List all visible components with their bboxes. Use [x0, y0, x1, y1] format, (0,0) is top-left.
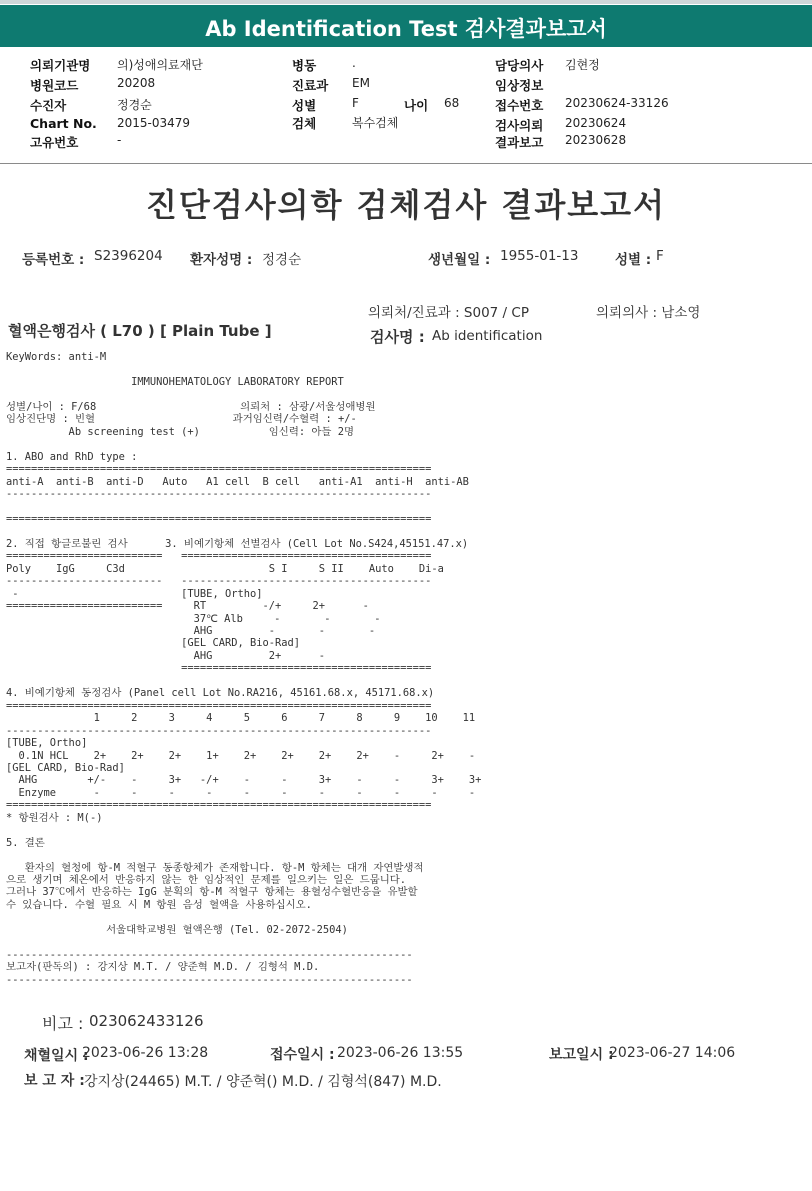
- note-label: 비고 :: [42, 1014, 84, 1033]
- header-value: 의)성애의료재단: [117, 58, 203, 72]
- report-line: [6, 911, 481, 923]
- section-title: 혈액은행검사 ( L70 ) [ Plain Tube ]: [8, 322, 272, 340]
- report-line: ====================================================================: [6, 799, 432, 812]
- report-line: [GEL CARD, Bio-Rad]: [6, 637, 301, 650]
- report-line: 0.1N HCL 2+ 2+ 2+ 1+ 2+ 2+ 2+ 2+ - 2+ -: [6, 749, 476, 762]
- dob-label: 생년월일 :: [428, 252, 491, 268]
- report-line: AHG - - -: [6, 624, 376, 637]
- header-value: .: [352, 56, 356, 70]
- report-line: [6, 363, 481, 375]
- report-line: [6, 525, 481, 537]
- report-line: KeyWords: anti-M: [6, 351, 107, 363]
- header-label: 접수번호: [495, 98, 544, 113]
- report-line: --------------------------------------------------------------------: [6, 487, 432, 500]
- report-line: 으로 생기며 체온에서 반응하지 않는 한 임상적인 문제를 일으키는 일은 드뭅니다.: [6, 874, 407, 887]
- collect-value: 2023-06-26 13:28: [82, 1045, 209, 1061]
- report-line: 37℃ Alb - - -: [6, 612, 381, 625]
- report-line: 수 있습니다. 수혈 필요 시 M 항원 음성 혈액을 사용하십시오.: [6, 898, 312, 911]
- doctor-text: 의뢰의사 : 남소영: [596, 305, 701, 321]
- reg-value: S2396204: [94, 248, 163, 264]
- report-line: [6, 936, 481, 948]
- sex-value: F: [656, 248, 664, 264]
- report-line: Poly IgG C3d S I S II Auto Di-a: [6, 562, 444, 575]
- report-line: 서울대학교병원 혈액은행 (Tel. 02-2072-2504): [6, 923, 348, 936]
- header-label: 결과보고: [495, 135, 544, 150]
- report-line: 4. 비예기항체 동정검사 (Panel cell Lot No.RA216, 45161.68.x, 45171.68.x): [6, 687, 435, 700]
- report-line: [6, 824, 481, 836]
- header-value: 20230624: [565, 116, 627, 130]
- report-line: [TUBE, Ortho]: [6, 737, 88, 750]
- report-line: * 항원검사 : M(-): [6, 811, 103, 824]
- header-label: 나이: [404, 98, 429, 113]
- header-value: 정경순: [117, 98, 152, 112]
- header-value: 20230624-33126: [565, 96, 669, 110]
- report-line: AHG 2+ -: [6, 649, 326, 662]
- dob-value: 1955-01-13: [500, 248, 579, 264]
- report-line: 보고자(판독의) : 강지상 M.T. / 양준혁 M.D. / 김형석 M.D.: [6, 961, 320, 974]
- lab-report-block: [6, 351, 481, 986]
- report-line: 2. 직접 항글로불린 검사 3. 비예기항체 선별검사 (Cell Lot No.S424,45151.47.x): [6, 537, 469, 550]
- test-label: 검사명 :: [370, 328, 425, 346]
- header-value: 68: [444, 96, 460, 110]
- sex-label: 성별 :: [615, 252, 652, 268]
- note-value: 023062433126: [89, 1012, 204, 1030]
- report-line: 1 2 3 4 5 6 7 8 9 10 11: [6, 712, 476, 725]
- report-line: Enzyme - - - - - - - - - - -: [6, 786, 476, 799]
- header-label: 담당의사: [495, 58, 544, 73]
- header-title: Ab Identification Test 검사결과보고서: [205, 17, 607, 41]
- header-label: 의뢰기관명: [30, 58, 91, 73]
- dept-text: 의뢰처/진료과 : S007 / CP: [368, 305, 529, 321]
- report-line: [6, 388, 481, 400]
- top-divider: [0, 0, 812, 4]
- header-label: 임상정보: [495, 78, 544, 93]
- report-line: 환자의 혈청에 항-M 적혈구 동종항체가 존재합니다. 항-M 항체는 대개 자연발생적: [6, 861, 424, 874]
- report-line: IMMUNOHEMATOLOGY LABORATORY REPORT: [6, 375, 344, 388]
- report-label: 보고일시 :: [549, 1047, 614, 1063]
- header-divider: [0, 163, 812, 164]
- report-line: ------------------------- ----------------------------------------: [6, 575, 432, 588]
- header-label: 성별: [292, 98, 317, 113]
- report-line: [6, 438, 481, 450]
- report-line: 임상진단명 : 빈혈 과거임신력/수혈력 : +/-: [6, 413, 357, 426]
- report-title: 진단검사의학 검체검사 결과보고서: [146, 186, 666, 224]
- report-line: -----------------------------------------------------------------: [6, 948, 413, 961]
- header-label: 검체: [292, 116, 317, 131]
- header-title-bar: [0, 5, 812, 47]
- header-value: 복수검체: [352, 116, 399, 130]
- report-line: 5. 결론: [6, 836, 45, 849]
- name-label: 환자성명 :: [190, 252, 253, 268]
- header-label: Chart No.: [30, 116, 97, 131]
- report-line: --------------------------------------------------------------------: [6, 724, 432, 737]
- report-line: ====================================================================: [6, 463, 432, 476]
- header-label: 진료과: [292, 78, 329, 93]
- collect-label: 채혈일시 :: [24, 1048, 89, 1064]
- report-line: Ab screening test (+) 임신력: 아들 2명: [6, 425, 354, 438]
- name-value: 정경순: [262, 252, 302, 268]
- report-line: ========================================: [6, 662, 432, 675]
- header-label: 병원코드: [30, 78, 79, 93]
- receive-value: 2023-06-26 13:55: [337, 1045, 464, 1061]
- header-label: 검사의뢰: [495, 118, 544, 133]
- header-value: 20230628: [565, 133, 627, 147]
- header-value: 김현정: [565, 58, 600, 72]
- report-line: -----------------------------------------------------------------: [6, 973, 413, 986]
- report-line: AHG +/- - 3+ -/+ - - 3+ - - 3+ 3+: [6, 774, 482, 787]
- header-label: 병동: [292, 58, 317, 73]
- report-line: [GEL CARD, Bio-Rad]: [6, 761, 125, 774]
- report-line: ====================================================================: [6, 699, 432, 712]
- header-value: -: [117, 133, 122, 147]
- receive-label: 접수일시 :: [270, 1047, 335, 1063]
- report-line: ========================= ========================================: [6, 550, 432, 563]
- reg-label: 등록번호 :: [22, 252, 85, 268]
- report-line: ========================= RT -/+ 2+ -: [6, 600, 369, 613]
- report-value: 2023-06-27 14:06: [609, 1045, 736, 1061]
- header-value: 2015-03479: [117, 116, 191, 130]
- report-line: 그러나 37℃에서 반응하는 IgG 분획의 항-M 적혈구 항체는 용혈성수혈반응을 유발할: [6, 886, 418, 899]
- header-value: 20208: [117, 76, 156, 90]
- report-line: anti-A anti-B anti-D Auto A1 cell B cell anti-A1 anti-H anti-AB: [6, 475, 469, 488]
- header-value: F: [352, 96, 359, 110]
- reporter-value: 강지상(24465) M.T. / 양준혁() M.D. / 김형석(847) M.D.: [84, 1074, 442, 1090]
- report-line: - [TUBE, Ortho]: [6, 587, 263, 600]
- reporter-label: 보 고 자 :: [24, 1073, 85, 1089]
- report-line: 성별/나이 : F/68 의뢰처 : 삼광/서울성애병원: [6, 400, 376, 413]
- header-label: 고유번호: [30, 135, 79, 150]
- report-line: [6, 675, 481, 687]
- report-line: [6, 849, 481, 861]
- header-label: 수진자: [30, 98, 67, 113]
- header-value: EM: [352, 76, 370, 90]
- test-value: Ab identification: [432, 328, 543, 344]
- report-line: 1. ABO and RhD type :: [6, 450, 138, 463]
- report-line: ====================================================================: [6, 512, 432, 525]
- report-line: [6, 500, 481, 512]
